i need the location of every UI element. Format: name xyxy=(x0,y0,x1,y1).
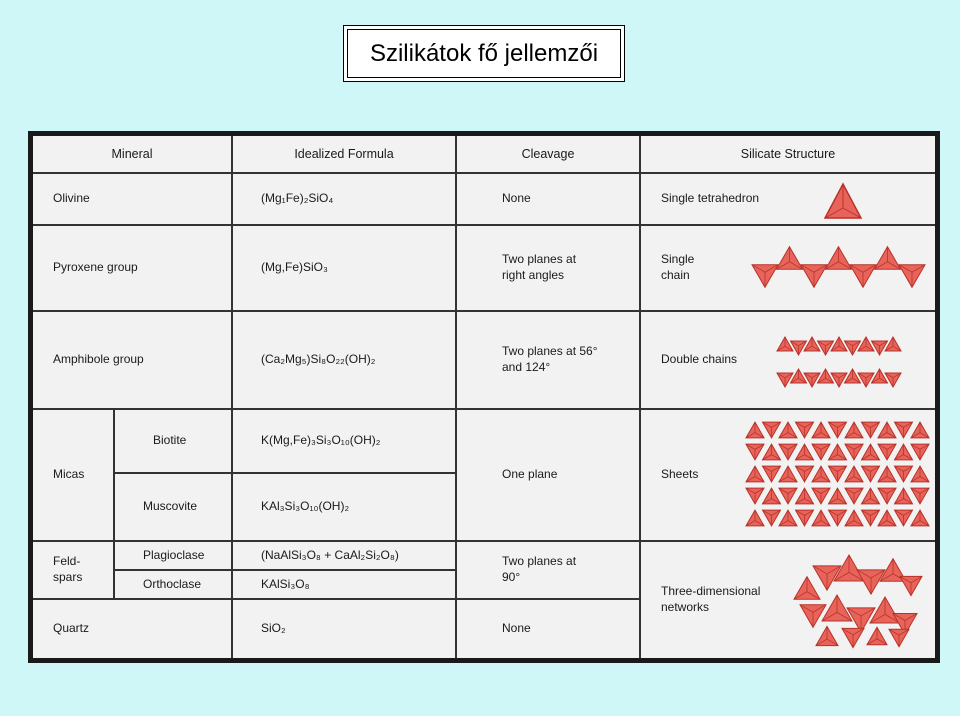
quartz-cleavage: None xyxy=(457,600,641,658)
network-diagram xyxy=(787,548,927,650)
header-cleavage: Cleavage xyxy=(457,136,641,174)
olivine-structure-cell xyxy=(641,174,935,226)
micas-cleavage: One plane xyxy=(457,410,641,542)
sheet-diagram xyxy=(743,418,933,534)
silicate-table xyxy=(33,136,935,658)
orthoclase-mineral: Orthoclase xyxy=(115,571,233,600)
orthoclase-formula: KAlSi₃O₈ xyxy=(233,571,457,600)
quartz-formula: SiO₂ xyxy=(233,600,457,658)
olivine-mineral: Olivine xyxy=(33,174,233,226)
pyroxene-mineral: Pyroxene group xyxy=(33,226,233,312)
micas-structure: Sheets xyxy=(661,467,699,482)
amphibole-cleavage: Two planes at 56° and 124° xyxy=(457,312,641,410)
feldspars-group: Feld-spars xyxy=(33,542,115,600)
amphibole-structure: Double chains xyxy=(661,352,738,367)
olivine-formula: (Mg₁Fe)₂SiO₄ xyxy=(233,174,457,226)
pyroxene-structure: Single chain xyxy=(661,252,695,282)
plagioclase-mineral: Plagioclase xyxy=(115,542,233,571)
double-chain-diagram xyxy=(775,328,905,396)
header-structure: Silicate Structure xyxy=(641,136,935,174)
single-tetrahedron-diagram xyxy=(823,182,863,220)
micas-group: Micas xyxy=(33,410,115,542)
feldspars-structure: Three-dimensional networks xyxy=(661,584,761,614)
biotite-mineral: Biotite xyxy=(115,410,233,474)
plagioclase-formula: (NaAlSi₃O₈ + CaAl₂Si₂O₈) xyxy=(233,542,457,571)
muscovite-formula: KAl₃Si₃O₁₀(OH)₂ xyxy=(233,474,457,542)
muscovite-mineral: Muscovite xyxy=(115,474,233,542)
pyroxene-formula: (Mg,Fe)SiO₃ xyxy=(233,226,457,312)
slide-title-box xyxy=(343,25,625,82)
amphibole-formula: (Ca₂Mg₅)Si₈O₂₂(OH)₂ xyxy=(233,312,457,410)
feldspars-cleavage: Two planes at 90° xyxy=(457,542,641,600)
biotite-formula: K(Mg,Fe)₃Si₃O₁₀(OH)₂ xyxy=(233,410,457,474)
amphibole-mineral: Amphibole group xyxy=(33,312,233,410)
header-mineral: Mineral xyxy=(33,136,233,174)
slide-title: Szilikátok fő jellemzői xyxy=(347,29,621,78)
quartz-mineral: Quartz xyxy=(33,600,233,658)
silicate-table-frame xyxy=(28,131,940,663)
pyroxene-cleavage: Two planes at right angles xyxy=(457,226,641,312)
single-chain-diagram xyxy=(751,236,927,300)
olivine-cleavage: None xyxy=(457,174,641,226)
olivine-structure: Single tetrahedron xyxy=(661,191,760,206)
header-formula: Idealized Formula xyxy=(233,136,457,174)
